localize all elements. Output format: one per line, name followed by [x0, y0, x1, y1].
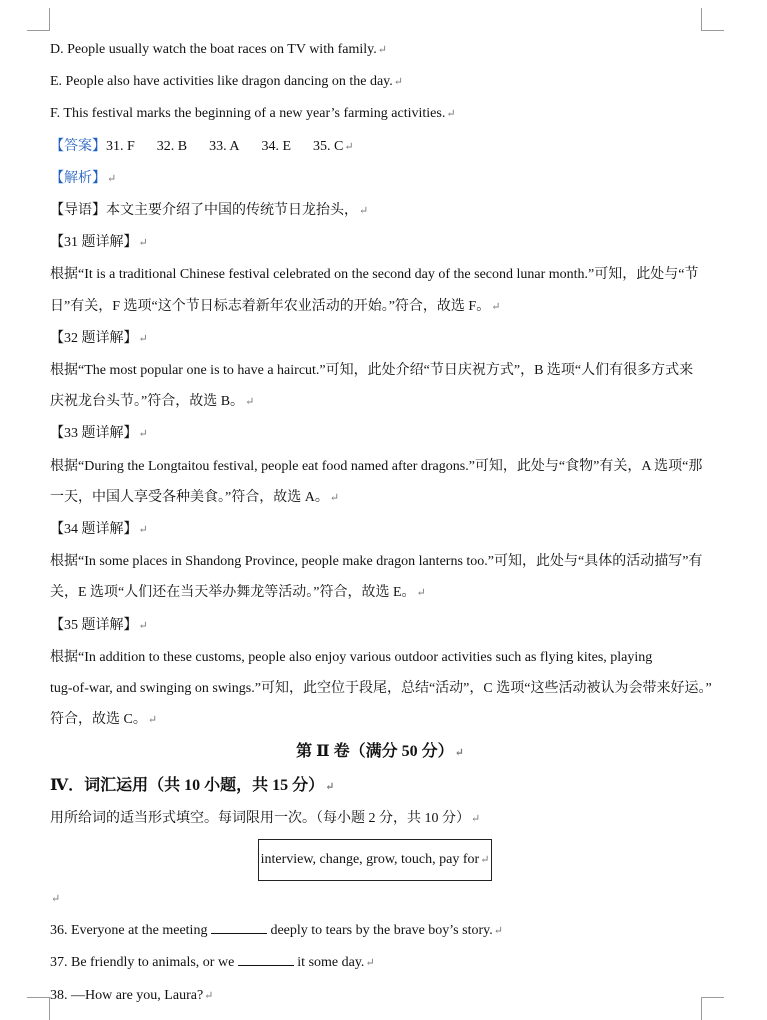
part2-title: 第 Ⅱ 卷（满分 50 分）↵	[296, 743, 464, 761]
analysis-label-line: 【解析】↵	[50, 170, 117, 186]
corner-mark-bottom-left	[27, 997, 50, 1020]
q33-title: 【33 题详解】↵	[50, 426, 148, 442]
q34-text-1: 根据“In some places in Shandong Province, people make dragon lanterns too.”可知，此处与“具体的活动描写”有	[50, 554, 703, 570]
q35-text-2: tug-of-war, and swinging on swings.”可知，此空位于段尾，总结“活动”，C 选项“这些活动被认为会带来好运。”	[50, 681, 712, 697]
option-d: D. People usually watch the boat races on TV with family.↵	[50, 42, 387, 57]
q37-line: 37. Be friendly to animals, or we it some day.↵	[50, 955, 375, 971]
q32-text-1: 根据“The most popular one is to have a haircut.”可知，此处介绍“节日庆祝方式”，B 选项“人们有很多方式来	[50, 363, 694, 379]
option-f: F. This festival marks the beginning of a new year’s farming activities.↵	[50, 106, 456, 122]
q31-text-2: 日”有关，F 选项“这个节日标志着新年农业活动的开始。”符合，故选 F。↵	[50, 298, 501, 314]
q31-text-1: 根据“It is a traditional Chinese festival celebrated on the second day of the second lunar month.”可知，此处与“节	[50, 267, 699, 283]
answer-line: 【答案】31. F 32. B 33. A 34. E 35. C↵	[50, 138, 354, 154]
q38-line: 38. —How are you, Laura?↵	[50, 987, 214, 1003]
q35-text-3: 符合，故选 C。↵	[50, 712, 158, 728]
q31-title: 【31 题详解】↵	[50, 235, 148, 251]
word-box: interview, change, grow, touch, pay for↵	[258, 839, 492, 881]
q34-text-2: 关，E 选项“人们还在当天举办舞龙等活动。”符合，故选 E。↵	[50, 585, 426, 601]
q34-title: 【34 题详解】↵	[50, 522, 148, 538]
document-page	[50, 34, 710, 1012]
guide-line: 【导语】本文主要介绍了中国的传统节日龙抬头，↵	[50, 203, 369, 219]
q35-text-1: 根据“In addition to these customs, people also enjoy various outdoor activities such as flying kites, playing	[50, 649, 653, 665]
q32-title: 【32 题详解】↵	[50, 330, 148, 346]
q35-title: 【35 题详解】↵	[50, 617, 148, 633]
q33-text-1: 根据“During the Longtaitou festival, people eat food named after dragons.”可知，此处与“食物”有关，A 选项“那	[50, 458, 703, 474]
q33-text-2: 一天，中国人享受各种美食。”符合，故选 A。↵	[50, 489, 340, 505]
section4-title: Ⅳ．词汇运用（共 10 小题，共 15 分）↵	[50, 776, 335, 794]
option-e: E. People also have activities like dragon dancing on the day.↵	[50, 74, 403, 90]
q36-line: 36. Everyone at the meeting deeply to tears by the brave boy’s story.↵	[50, 923, 503, 939]
word-box-row	[50, 839, 710, 883]
corner-mark-top-left	[27, 8, 50, 31]
q32-text-2: 庆祝龙台头节。”符合，故选 B。↵	[50, 394, 255, 410]
corner-mark-top-right	[701, 8, 724, 31]
q36-blank[interactable]	[211, 921, 267, 934]
empty-paragraph: ↵	[51, 893, 61, 906]
answer-label: 【答案】	[50, 138, 106, 154]
instruction-line: 用所给词的适当形式填空。每词限用一次。（每小题 2 分，共 10 分）↵	[50, 810, 481, 826]
q37-blank[interactable]	[238, 953, 294, 966]
